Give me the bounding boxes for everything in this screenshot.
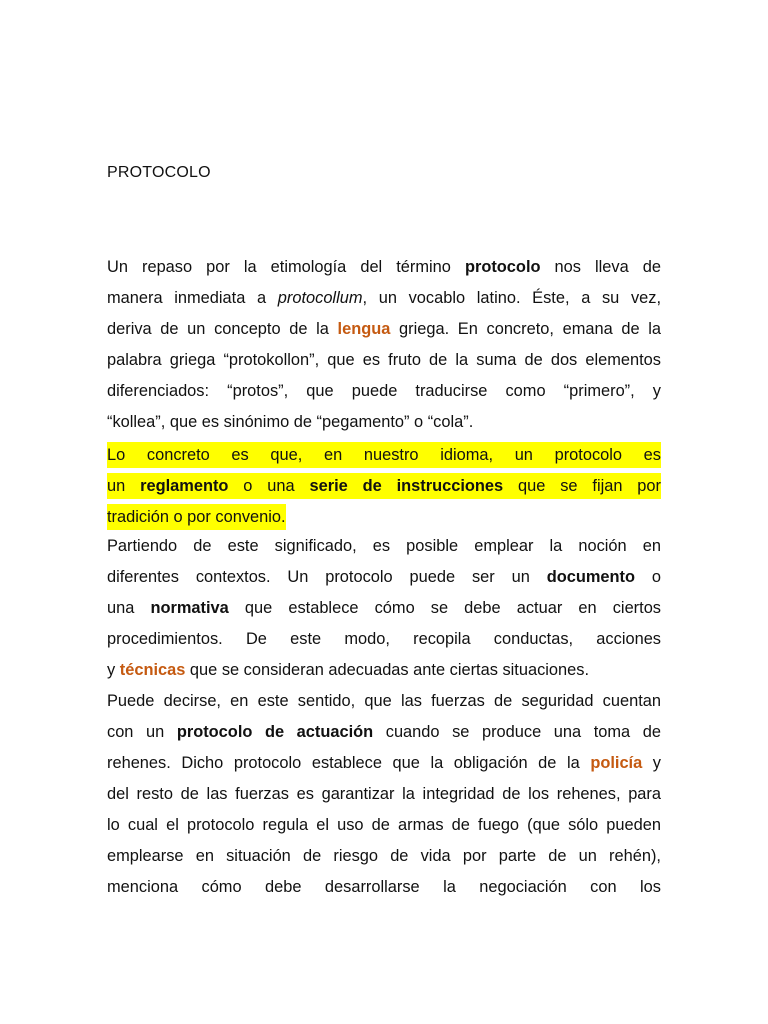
text-run: una [107,599,151,617]
text-line [107,779,661,810]
text-line [107,841,661,872]
text-line [107,407,661,438]
text-line [107,748,661,779]
text-run: y [642,754,661,772]
text-line [107,469,661,500]
bold-term: protocolo de actuación [176,723,374,741]
text-run: con un [107,723,177,741]
text-run: palabra griega “protokollon”, que es fruto de la suma de dos elementos [107,351,661,369]
italic-term: protocollum [277,289,363,307]
text-line [107,810,661,841]
text-run: menciona cómo debe desarrollarse la negociación con los [107,878,661,896]
bold-term: protocolo [464,258,541,276]
text-line [107,624,661,655]
text-run: un [107,477,141,495]
text-run: manera inmediata a [107,289,278,307]
text-line [107,252,661,283]
text-run: “kollea”, que es sinónimo de “pegamento” o “cola”. [107,413,474,431]
term-link[interactable]: policía [590,754,643,772]
text-line [107,593,661,624]
text-run: o [635,568,661,586]
text-run: nos lleva de [540,258,661,276]
text-run: que establece cómo se debe actuar en ciertos [228,599,662,617]
term-link[interactable]: técnicas [119,661,186,679]
text-run: Partiendo de este significado, es posible emplear la noción en [107,537,661,555]
text-run: diferenciados: “protos”, que puede traducirse como “primero”, y [107,382,661,400]
text-line [107,345,661,376]
bold-term: reglamento [140,477,229,495]
text-run: Puede decirse, en este sentido, que las fuerzas de seguridad cuentan [107,692,661,710]
text-run: lo cual el protocolo regula el uso de armas de fuego (que sólo pueden [107,816,661,834]
text-run: que se consideran adecuadas ante ciertas situaciones. [185,661,590,679]
text-run: o una [228,477,310,495]
text-line [107,438,661,469]
text-run: emplearse en situación de riesgo de vida por parte de un rehén), [107,847,661,865]
text-line [107,872,661,903]
text-line [107,717,661,748]
bold-term: documento [546,568,636,586]
text-run: Un repaso por la etimología del término [107,258,465,276]
text-run: , un vocablo latino. Éste, a su vez, [362,289,662,307]
text-run: diferentes contextos. Un protocolo puede ser un [107,568,547,586]
text-run: griega. En concreto, emana de la [390,320,661,338]
text-run: del resto de las fuerzas es garantizar la integridad de los rehenes, para [107,785,661,803]
text-run: tradición o por convenio. [107,508,286,526]
term-link[interactable]: lengua [337,320,391,338]
text-line [107,562,661,593]
text-run: cuando se produce una toma de [373,723,661,741]
text-run: que se fijan por [503,477,661,495]
document-title: PROTOCOLO [107,164,211,181]
text-line [107,500,661,531]
text-run: deriva de un concepto de la [107,320,338,338]
text-run: y [107,661,120,679]
document-body [107,252,661,903]
text-run: rehenes. Dicho protocolo establece que la obligación de la [107,754,591,772]
bold-term: normativa [150,599,229,617]
text-run: procedimientos. De este modo, recopila conductas, acciones [107,630,661,648]
text-line [107,314,661,345]
text-line [107,531,661,562]
text-line [107,655,661,686]
text-run: Lo concreto es que, en nuestro idioma, un protocolo es [107,446,661,464]
text-line [107,376,661,407]
bold-term: serie de instrucciones [309,477,504,495]
text-line [107,283,661,314]
text-line [107,686,661,717]
